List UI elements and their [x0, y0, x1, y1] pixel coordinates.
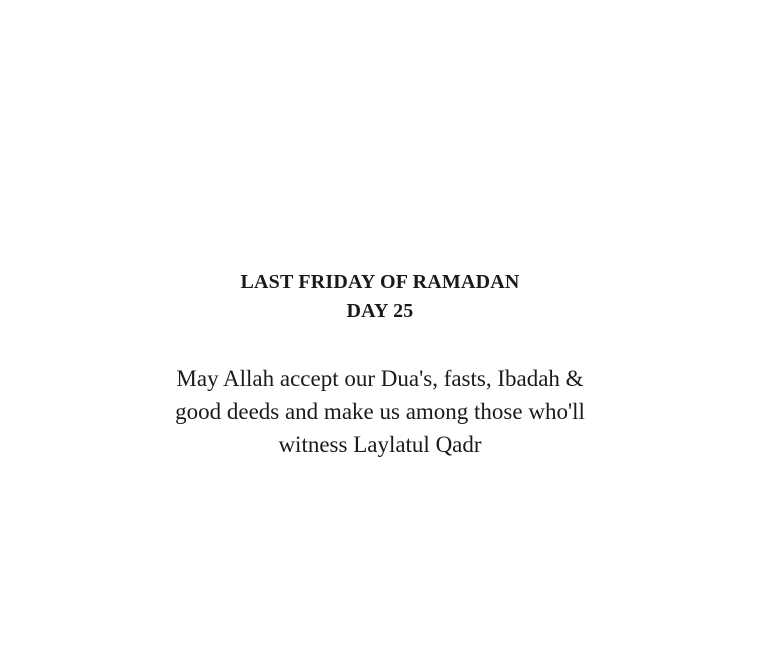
heading-day: DAY 25 — [346, 300, 414, 322]
message-line-1: May Allah accept our Dua's, fasts, Ibadah & — [176, 366, 584, 391]
message-line-2: good deeds and make us among those who'll — [175, 399, 585, 424]
heading-title: LAST FRIDAY OF RAMADAN — [240, 271, 520, 293]
message-line-3: witness Laylatul Qadr — [278, 432, 482, 457]
message — [150, 362, 610, 461]
heading — [0, 268, 760, 326]
